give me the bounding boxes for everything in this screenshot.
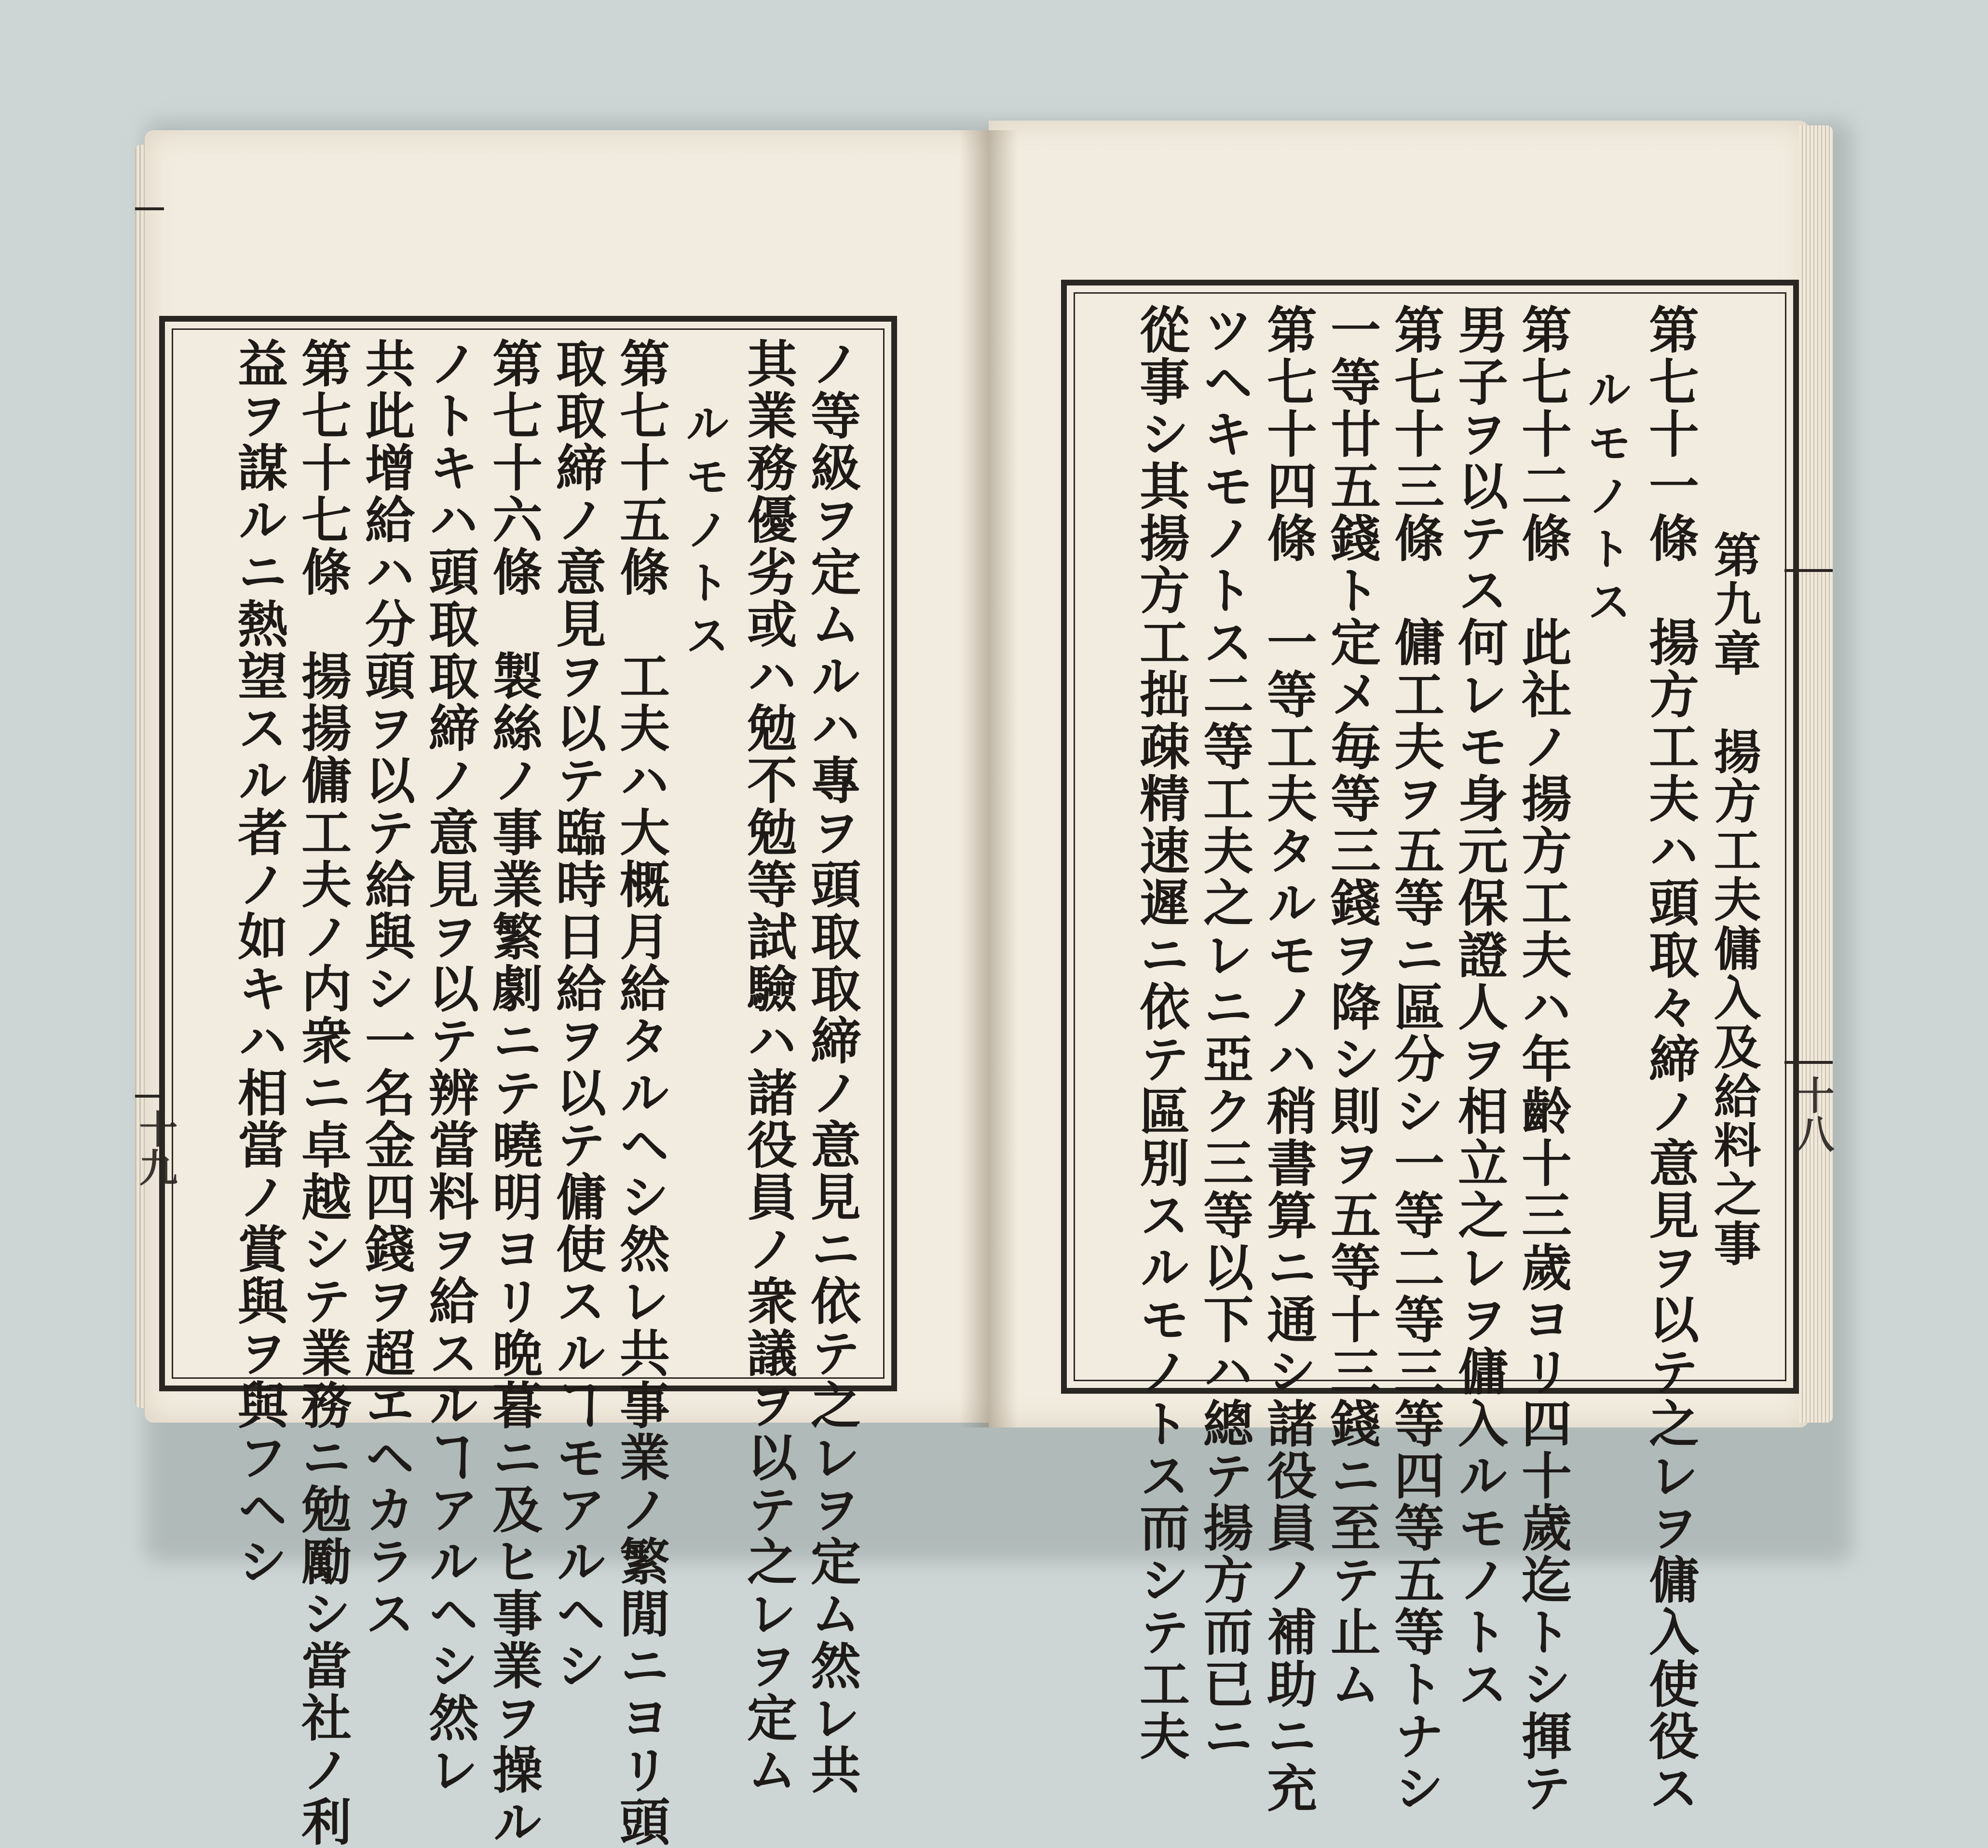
article-77: 第七十七條 揚揚傭工夫ノ内衆ニ卓越シテ業務ニ勉勵シ當社ノ利 — [293, 338, 352, 1848]
text-column: 從事シ其揚方工拙疎精速遲ニ依テ區別スルモノトス而シテ工夫 — [1131, 304, 1190, 1762]
article-71: 第七十一條 揚方工夫ハ頭取々締ノ意見ヲ以テ之レヲ傭入使役ス — [1640, 304, 1700, 1814]
chapter-heading: 第九章 揚方工夫傭入及給料之事 — [1706, 530, 1761, 1268]
article-76: 第七十六條 製絲ノ事業繁劇ニテ曉明ヨリ晩暮ニ及ヒ事業ヲ操ル — [484, 338, 543, 1848]
text-column: 益ヲ謀ルニ熱望スル者ノ如キハ相當ノ賞與ヲ與フヘシ — [229, 338, 288, 1588]
text-column: ノ等級ヲ定ムルハ專ヲ頭取取締ノ意見ニ依テ之レヲ定ム然レ共 — [802, 338, 861, 1796]
book-gutter — [960, 130, 1018, 1427]
right-page-text — [1095, 304, 1765, 1814]
text-column: ルモノトス — [678, 400, 730, 666]
text-column: 其業務優劣或ハ勉不勉等試驗ハ諸役員ノ衆議ヲ以テ之レヲ定ム — [738, 338, 798, 1796]
article-74: 第七十四條 一等工夫タルモノハ稍書算ニ通シ諸役員ノ補助ニ充 — [1258, 304, 1318, 1814]
text-column: ルモノトス — [1580, 367, 1632, 632]
right-page-edges — [1799, 125, 1833, 1423]
text-column: 取取締ノ意見ヲ以テ臨時日給ヲ以テ傭使スルヿモアルヘシ — [547, 338, 607, 1692]
left-edge-mark — [135, 207, 164, 210]
text-column: 一等廿五錢ト定メ毎等三錢ヲ降シ則ヲ五等十三錢ニ至テ止ム — [1322, 304, 1381, 1710]
article-73: 第七十三條 傭工夫ヲ五等ニ區分シ一等二等三等四等五等トナシ — [1386, 304, 1445, 1814]
article-75: 第七十五條 工夫ハ大概月給タルヘシ然レ共事業ノ繁閒ニヨリ頭 — [611, 338, 670, 1848]
left-folio: 十九 — [133, 1109, 178, 1186]
right-folio: 十八 — [1789, 1075, 1835, 1153]
left-page-text — [193, 338, 863, 1848]
text-column: ノトキハ頭取取締ノ意見ヲ以テ辨當料ヲ給スルヿアルヘシ然レ — [420, 338, 479, 1796]
text-column: 共此增給ハ分頭ヲ以テ給與シ一名金四錢ヲ超エヘカラス — [356, 338, 416, 1640]
text-column: ツヘキモノトス二等工夫之レニ亞ク三等以下ハ總テ揚方而已ニ — [1195, 304, 1254, 1762]
text-column: 男子ヲ以テス何レモ身元保證人ヲ相立之レヲ傭入ルモノトス — [1449, 304, 1509, 1710]
article-72: 第七十二條 此社ノ揚方工夫ハ年齡十三歲ヨリ四十歲迄トシ揮テ — [1513, 304, 1572, 1814]
